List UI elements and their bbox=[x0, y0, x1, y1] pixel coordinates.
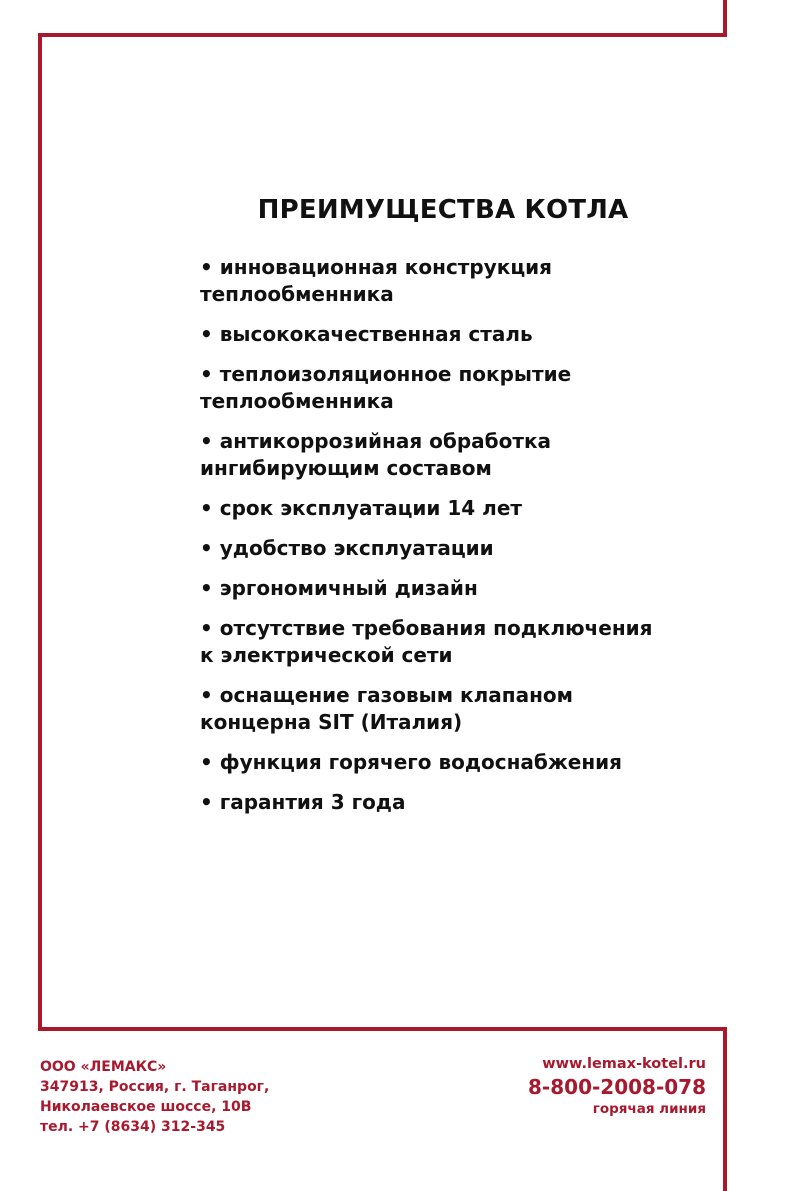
address-line: Николаевское шоссе, 10В bbox=[40, 1099, 252, 1115]
list-item: • эргономичный дизайн bbox=[200, 575, 670, 602]
list-item: • функция горячего водоснабжения bbox=[200, 749, 670, 776]
hotline-block bbox=[528, 1054, 706, 1118]
list-item: • гарантия 3 года bbox=[200, 789, 670, 816]
company-contacts bbox=[40, 1057, 269, 1137]
frame-right-upper-line bbox=[723, 0, 727, 37]
list-item: • удобство эксплуатации bbox=[200, 535, 670, 562]
address-line: 347913, Россия, г. Таганрог, bbox=[40, 1079, 270, 1095]
list-item: • оснащение газовым клапаном концерна SIT (Италия) bbox=[200, 682, 670, 736]
list-item: • срок эксплуатации 14 лет bbox=[200, 495, 670, 522]
list-item: • высококачественная сталь bbox=[200, 321, 670, 348]
page-title: ПРЕИМУЩЕСТВА КОТЛА bbox=[257, 195, 629, 226]
frame-right-lower-line bbox=[723, 1027, 727, 1191]
website-link[interactable]: www.lemax-kotel.ru bbox=[542, 1056, 706, 1072]
phone-local: тел. +7 (8634) 312-345 bbox=[40, 1119, 226, 1135]
list-item: • антикоррозийная обработка ингибирующим составом bbox=[200, 428, 670, 482]
company-name: ООО «ЛЕМАКС» bbox=[40, 1059, 167, 1075]
hotline-number: 8-800-2008-078 bbox=[528, 1075, 706, 1099]
list-item: • инновационная конструкция теплообменника bbox=[200, 254, 670, 308]
feature-list bbox=[200, 254, 670, 829]
list-item: • теплоизоляционное покрытие теплообменника bbox=[200, 361, 670, 415]
list-item: • отсутствие требования подключения к электрической сети bbox=[200, 615, 670, 669]
hotline-label: горячая линия bbox=[592, 1101, 706, 1117]
frame-left-line bbox=[38, 33, 42, 1031]
frame-top-line bbox=[38, 33, 727, 37]
frame-bottom-line bbox=[38, 1027, 727, 1031]
